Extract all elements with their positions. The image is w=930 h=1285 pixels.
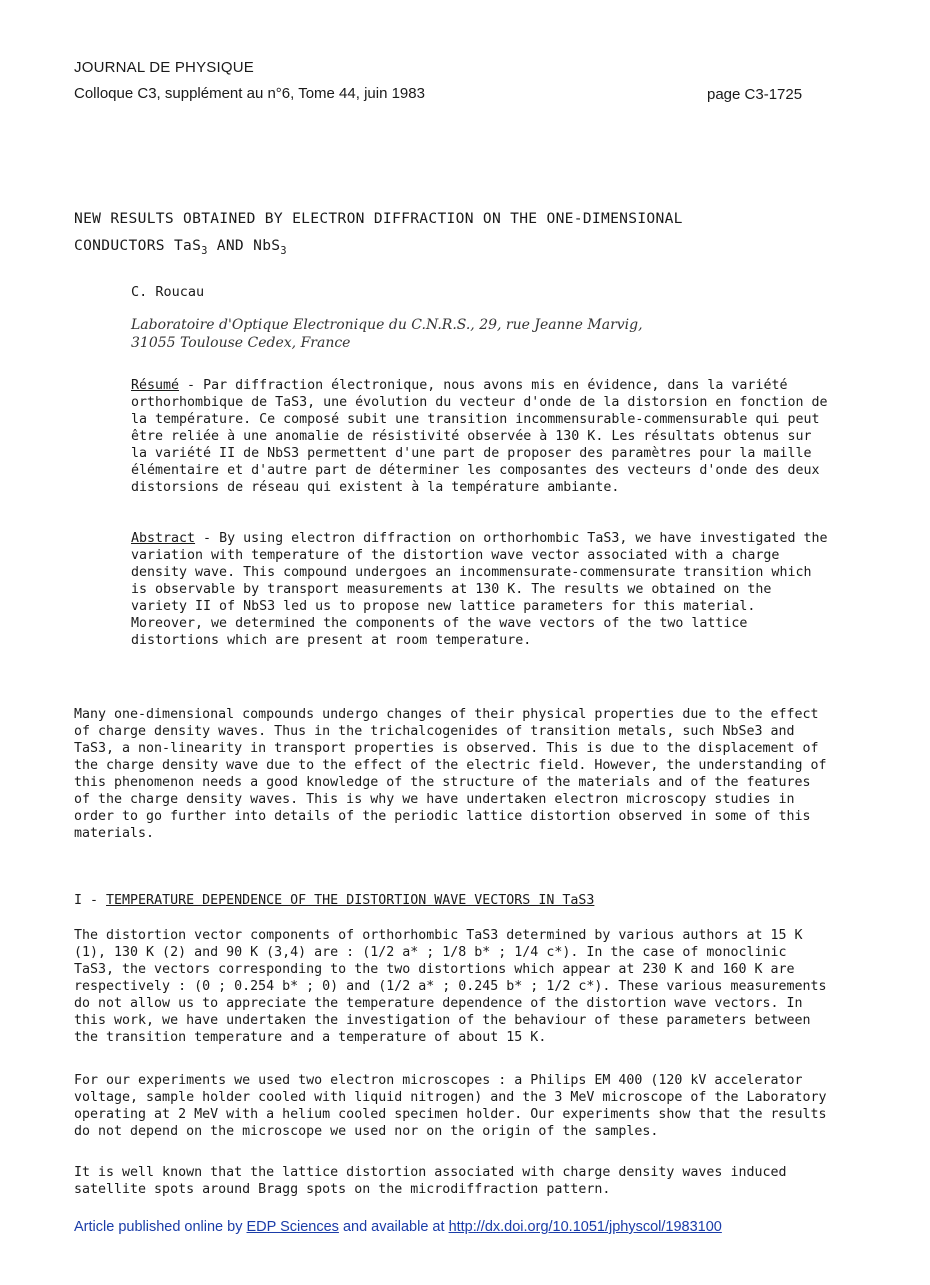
resume-paragraph: [131, 377, 831, 496]
abstract-paragraph: [131, 530, 831, 649]
publication-footer: [74, 1219, 722, 1235]
footer-pre: Article published online by: [74, 1219, 247, 1235]
resume-body: - Par diffraction électronique, nous avons mis en évidence, dans la variété orthorhombique de TaS3, une évolution du vecteur d'onde de la distorsion en fonction de la température. Ce composé subit une transition incommensurable-commensurable qui peut être reliée à une anomalie de résistivité observée à 130 K. Les résultats obtenus sur la variété II de NbS3 permettent d'une part de proposer des paramètres pour la maille élémentaire et d'autre part de déterminer les composantes des vecteurs d'onde des deux distorsions de réseau qui existent à la température ambiante.: [131, 378, 828, 495]
footer-mid: and available at: [338, 1219, 449, 1235]
author: C. Roucau: [131, 284, 205, 300]
title-line-2-mid: AND NbS: [207, 237, 281, 254]
journal-name: JOURNAL DE PHYSIQUE: [74, 59, 254, 76]
resume-label: Résumé: [131, 378, 180, 393]
affiliation-line-2: 31055 Toulouse Cedex, France: [131, 335, 351, 351]
abstract-label: Abstract: [131, 531, 196, 546]
body-paragraph-3: It is well known that the lattice distortion associated with charge density waves induced satellite spots around Bragg spots on the microdiffraction pattern.: [74, 1165, 787, 1197]
body-paragraph-1: The distortion vector components of orthorhombic TaS3 determined by various authors at 15 K (1), 130 K (2) and 90 K (3,4) are : (1/2 a* ; 1/8 b* ; 1/4 c*). In the case of monoclinic TaS3, the vectors corresponding to the two distortions which appear at 230 K and 160 K are respectively : (0 ; 0.254 b* ; 0) and (1/2 a* ; 0.245 b* ; 1/2 c*). These various measurements do not allow us to appreciate the temperature dependence of the distortion wave vectors. In this work, we have undertaken the investigation of the behaviour of these parameters between the transition temperature and a temperature of about 15 K.: [74, 928, 827, 1045]
abstract-body: - By using electron diffraction on orthorhombic TaS3, we have investigated the variation with temperature of the distortion wave vector associated with a charge density wave. This compound undergoes an incommensurate-commensurate transition which is observable by transport measurements at 130 K. The results we obtained on the variety II of NbS3 led us to propose new lattice parameters for this material. Moreover, we determined the components of the wave vectors of the two lattice distortions which are present at room temperature.: [131, 531, 828, 648]
section-number: I -: [74, 893, 107, 908]
section-heading: [74, 893, 594, 908]
title-line-2-pre: CONDUCTORS TaS: [74, 237, 202, 254]
title-sub-1: 3: [201, 246, 208, 257]
edp-sciences-link[interactable]: EDP Sciences: [246, 1219, 339, 1235]
body-paragraph-2: For our experiments we used two electron microscopes : a Philips EM 400 (120 kV accelerator voltage, sample holder cooled with liquid nitrogen) and the 3 MeV microscope of the Laboratory operating at 2 MeV with a helium cooled specimen holder. Our experiments show that the results do not depend on the microscope we used nor on the origin of the samples.: [74, 1073, 827, 1139]
section-title: TEMPERATURE DEPENDENCE OF THE DISTORTION WAVE VECTORS IN TaS3: [106, 893, 595, 908]
doi-link[interactable]: http://dx.doi.org/10.1051/jphyscol/1983100: [448, 1219, 722, 1235]
affiliation-line-1: Laboratoire d'Optique Electronique du C.N.R.S., 29, rue Jeanne Marvig,: [131, 317, 643, 333]
page-number: page C3-1725: [707, 86, 803, 103]
intro-paragraph: Many one-dimensional compounds undergo changes of their physical properties due to the effect of charge density waves. Thus in the trichalcogenides of transition metals, such NbSe3 and TaS3, a non-linearity in transport properties is observed. This is due to the displacement of the charge density wave due to the effect of the electric field. However, the understanding of this phenomenon needs a good knowledge of the structure of the materials and of the features of the charge density waves. This is why we have undertaken electron microscopy studies in order to go further into details of the periodic lattice distortion observed in some of this materials.: [74, 707, 827, 841]
colloque-info: Colloque C3, supplément au n°6, Tome 44, juin 1983: [74, 85, 425, 102]
affiliation: [131, 316, 643, 352]
paper-title: [74, 205, 854, 259]
title-sub-2: 3: [280, 246, 287, 257]
title-line-1: NEW RESULTS OBTAINED BY ELECTRON DIFFRACTION ON THE ONE-DIMENSIONAL: [74, 210, 683, 227]
